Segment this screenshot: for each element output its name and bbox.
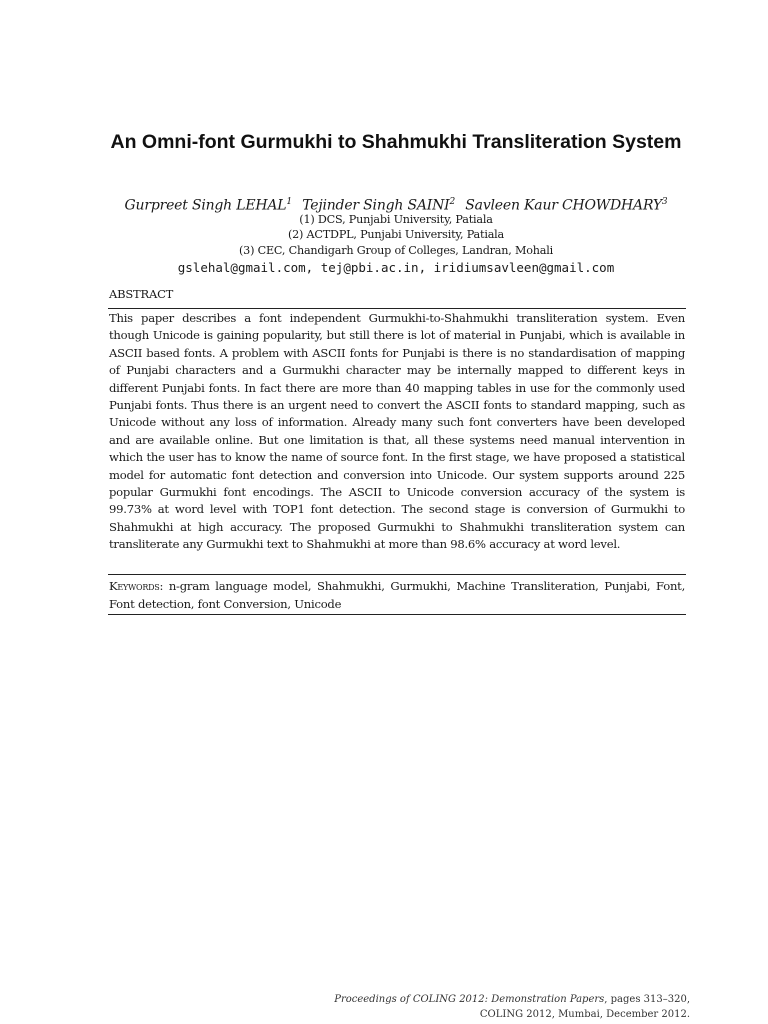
footer-venue: COLING 2012, Mumbai, December 2012. <box>479 1009 690 1020</box>
author-name: Savleen Kaur CHOWDHARY <box>465 197 662 214</box>
keywords-top-rule <box>108 574 686 575</box>
keywords-label: Keywords: <box>109 579 164 593</box>
affiliation-line: (3) CEC, Chandigarh Group of Colleges, Landran, Mohali <box>238 244 554 257</box>
author-emails: gslehal@gmail.com, tej@pbi.ac.in, iridiumsavleen@gmail.com <box>177 260 615 275</box>
abstract-text: This paper describes a font independent Gurmukhi-to-Shahmukhi transliteration system. Even though Unicode is gaining popularity, but still there is lot of material in Punjabi, which is available in ASCII based fonts. A problem with ASCII fonts for Punjabi is there is no standardisation of mapping of Punjabi characters and a Gurmukhi character may be internally mapped to different keys in different Punjabi fonts. In fact there are more than 40 mapping tables in use for the commonly used Punjabi fonts. Thus there is an urgent need to convert the ASCII fonts to standard mapping, such as Unicode without any loss of information. Already many such font converters have been developed and are available online. But one limitation is that, all these systems need manual intervention in which the user has to know the name of source font. In the first stage, we have proposed a statistical model for automatic font detection and conversion into Unicode. Our system supports around 225 popular Gurmukhi font encodings. The ASCII to Unicode conversion accuracy of the system is 99.73% at word level with TOP1 font detection. The second stage is conversion of Gurmukhi to Shahmukhi at high accuracy. The proposed Gurmukhi to Shahmukhi transliteration system can transliterate any Gurmukhi text to Shahmukhi at more than 98.6% accuracy at word level. <box>109 311 685 552</box>
page-footer <box>334 992 690 1022</box>
abstract-top-rule <box>108 308 686 309</box>
footer-pages: , pages 313–320, <box>604 994 690 1005</box>
keywords-text: n-gram language model, Shahmukhi, Gurmukhi, Machine Transliteration, Punjabi, Font, Font detection, font Conversion, Unicode <box>109 579 686 611</box>
author-affiliation-mark: 1 <box>286 197 292 207</box>
affiliation-line: (1) DCS, Punjabi University, Patiala <box>299 213 493 226</box>
keywords-bottom-rule <box>108 614 686 615</box>
author-name: Gurpreet Singh LEHAL <box>124 197 287 214</box>
author-name: Tejinder Singh SAINI <box>302 197 450 214</box>
affiliation-line: (2) ACTDPL, Punjabi University, Patiala <box>287 228 505 241</box>
keywords-block <box>109 577 685 613</box>
footer-proceedings: Proceedings of COLING 2012: Demonstration Papers <box>334 994 605 1005</box>
author-affiliation-mark: 3 <box>661 197 668 207</box>
author-affiliation-mark: 2 <box>449 197 456 207</box>
abstract-heading: ABSTRACT <box>109 287 174 301</box>
paper-title: An Omni-font Gurmukhi to Shahmukhi Transliteration System <box>110 131 682 153</box>
